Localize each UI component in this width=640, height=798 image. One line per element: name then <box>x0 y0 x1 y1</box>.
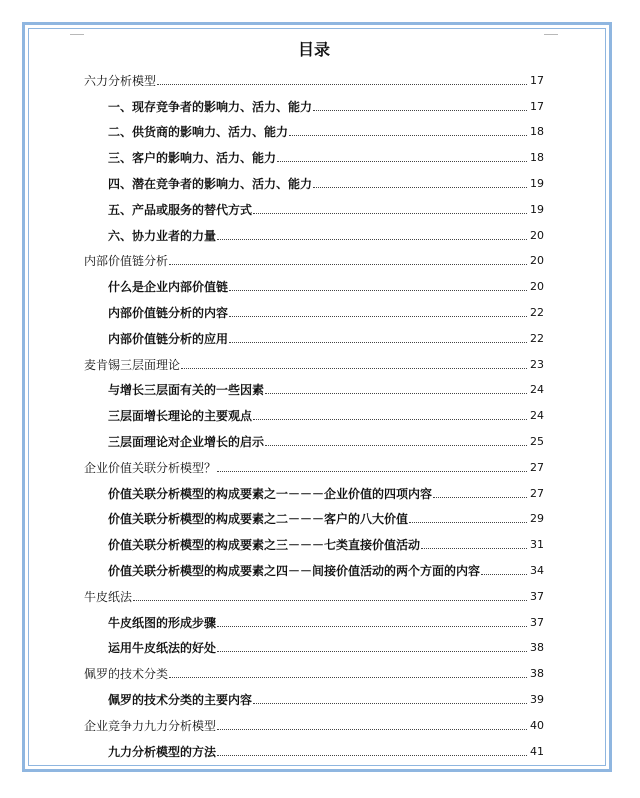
toc-page-number: 38 <box>530 667 544 681</box>
toc-section-entry[interactable] <box>84 92 544 118</box>
toc-dot-leader <box>313 110 527 111</box>
toc-page-number: 27 <box>530 460 544 474</box>
toc-entry-label: 三、客户的影响力、活力、能力 <box>108 151 277 166</box>
toc-entry-label: 价值关联分析模型的构成要素之四－－间接价值活动的两个方面的内容 <box>108 563 481 578</box>
toc-dot-leader <box>157 84 527 85</box>
toc-page-number: 18 <box>530 125 544 139</box>
toc-entry-label: 与增长三层面有关的一些因素 <box>108 383 265 398</box>
toc-page-number: 31 <box>530 538 544 552</box>
toc-dot-leader <box>217 729 527 730</box>
corner-mark-top-left <box>70 34 84 35</box>
toc-page-number: 24 <box>530 409 544 423</box>
toc-section-entry[interactable] <box>84 685 544 711</box>
toc-entry-label: 牛皮纸图的形成步骤 <box>108 615 217 630</box>
toc-dot-leader <box>217 651 527 652</box>
toc-section-entry[interactable] <box>84 608 544 634</box>
toc-dot-leader <box>229 290 527 291</box>
toc-entry-label: 价值关联分析模型的构成要素之二－－－客户的八大价值 <box>108 512 409 527</box>
toc-dot-leader <box>481 574 527 575</box>
toc-section-entry[interactable] <box>84 324 544 350</box>
toc-entry-label: 四、潜在竞争者的影响力、活力、能力 <box>108 176 313 191</box>
toc-dot-leader <box>217 626 527 627</box>
toc-entry-label: 什么是企业内部价值链 <box>108 280 229 295</box>
toc-entry-label: 运用牛皮纸法的好处 <box>108 641 217 656</box>
toc-page-number: 20 <box>530 280 544 294</box>
toc-section-entry[interactable] <box>84 505 544 531</box>
toc-section-entry[interactable] <box>84 169 544 195</box>
toc-entry-label: 内部价值链分析的应用 <box>108 331 229 346</box>
toc-entry-label: 内部价值链分析的内容 <box>108 305 229 320</box>
corner-mark-top-right <box>544 34 558 35</box>
toc-entry-label: 内部价值链分析 <box>84 254 169 269</box>
toc-entry-label: 佩罗的技术分类的主要内容 <box>108 692 253 707</box>
toc-chapter-entry[interactable] <box>84 66 544 92</box>
toc-page-number: 18 <box>530 151 544 165</box>
toc-page-number: 34 <box>530 563 544 577</box>
toc-chapter-entry[interactable] <box>84 350 544 376</box>
toc-page-number: 37 <box>530 615 544 629</box>
toc-section-entry[interactable] <box>84 118 544 144</box>
toc-dot-leader <box>433 497 527 498</box>
toc-dot-leader <box>409 522 527 523</box>
toc-title: 目录 <box>297 40 330 59</box>
toc-section-entry[interactable] <box>84 530 544 556</box>
toc-section-entry[interactable] <box>84 634 544 660</box>
toc-section-entry[interactable] <box>84 737 544 763</box>
toc-list <box>84 66 544 763</box>
toc-page-number: 41 <box>530 744 544 758</box>
toc-page-number: 20 <box>530 254 544 268</box>
toc-page-number: 39 <box>530 692 544 706</box>
toc-dot-leader <box>421 548 527 549</box>
toc-entry-label: 五、产品或服务的替代方式 <box>108 202 253 217</box>
toc-page-number: 22 <box>530 305 544 319</box>
toc-section-entry[interactable] <box>84 298 544 324</box>
toc-entry-label: 六力分析模型 <box>84 73 157 88</box>
toc-entry-label: 九力分析模型的方法 <box>108 744 217 759</box>
toc-section-entry[interactable] <box>84 479 544 505</box>
toc-entry-label: 三层面理论对企业增长的启示 <box>108 434 265 449</box>
toc-entry-label: 企业竞争力九力分析模型 <box>84 718 217 733</box>
toc-dot-leader <box>265 393 527 394</box>
toc-dot-leader <box>313 187 527 188</box>
toc-dot-leader <box>169 264 527 265</box>
toc-chapter-entry[interactable] <box>84 582 544 608</box>
toc-dot-leader <box>253 703 527 704</box>
toc-chapter-entry[interactable] <box>84 453 544 479</box>
toc-section-entry[interactable] <box>84 401 544 427</box>
toc-entry-label: 一、现存竞争者的影响力、活力、能力 <box>108 99 313 114</box>
toc-dot-leader <box>289 135 527 136</box>
toc-page-number: 40 <box>530 718 544 732</box>
toc-dot-leader <box>217 239 527 240</box>
toc-section-entry[interactable] <box>84 143 544 169</box>
toc-page <box>84 34 544 763</box>
toc-dot-leader <box>229 316 527 317</box>
toc-chapter-entry[interactable] <box>84 247 544 273</box>
toc-page-number: 23 <box>530 357 544 371</box>
toc-dot-leader <box>253 419 527 420</box>
toc-entry-label: 价值关联分析模型的构成要素之一－－－企业价值的四项内容 <box>108 486 433 501</box>
toc-entry-label: 价值关联分析模型的构成要素之三－－－七类直接价值活动 <box>108 538 421 553</box>
toc-section-entry[interactable] <box>84 221 544 247</box>
toc-entry-label: 企业价值关联分析模型？ <box>84 460 217 475</box>
toc-section-entry[interactable] <box>84 376 544 402</box>
toc-entry-label: 佩罗的技术分类 <box>84 667 169 682</box>
toc-page-number: 17 <box>530 99 544 113</box>
toc-page-number: 19 <box>530 176 544 190</box>
toc-page-number: 27 <box>530 486 544 500</box>
toc-page-number: 19 <box>530 202 544 216</box>
toc-dot-leader <box>277 161 527 162</box>
toc-dot-leader <box>217 471 527 472</box>
toc-dot-leader <box>229 342 527 343</box>
toc-dot-leader <box>181 368 527 369</box>
toc-chapter-entry[interactable] <box>84 659 544 685</box>
toc-page-number: 38 <box>530 641 544 655</box>
toc-page-number: 25 <box>530 434 544 448</box>
toc-dot-leader <box>265 445 527 446</box>
toc-entry-label: 麦肯锡三层面理论 <box>84 357 181 372</box>
toc-page-number: 29 <box>530 512 544 526</box>
toc-entry-label: 牛皮纸法 <box>84 589 133 604</box>
toc-page-number: 20 <box>530 228 544 242</box>
toc-section-entry[interactable] <box>84 195 544 221</box>
toc-page-number: 22 <box>530 331 544 345</box>
toc-entry-label: 三层面增长理论的主要观点 <box>108 409 253 424</box>
toc-page-number: 17 <box>530 73 544 87</box>
toc-page-number: 37 <box>530 589 544 603</box>
toc-dot-leader <box>253 213 527 214</box>
toc-section-entry[interactable] <box>84 556 544 582</box>
toc-dot-leader <box>217 755 527 756</box>
toc-page-number: 24 <box>530 383 544 397</box>
toc-section-entry[interactable] <box>84 272 544 298</box>
toc-entry-label: 二、供货商的影响力、活力、能力 <box>108 125 289 140</box>
toc-section-entry[interactable] <box>84 427 544 453</box>
toc-dot-leader <box>133 600 527 601</box>
toc-dot-leader <box>169 677 527 678</box>
toc-chapter-entry[interactable] <box>84 711 544 737</box>
toc-entry-label: 六、协力业者的力量 <box>108 228 217 243</box>
